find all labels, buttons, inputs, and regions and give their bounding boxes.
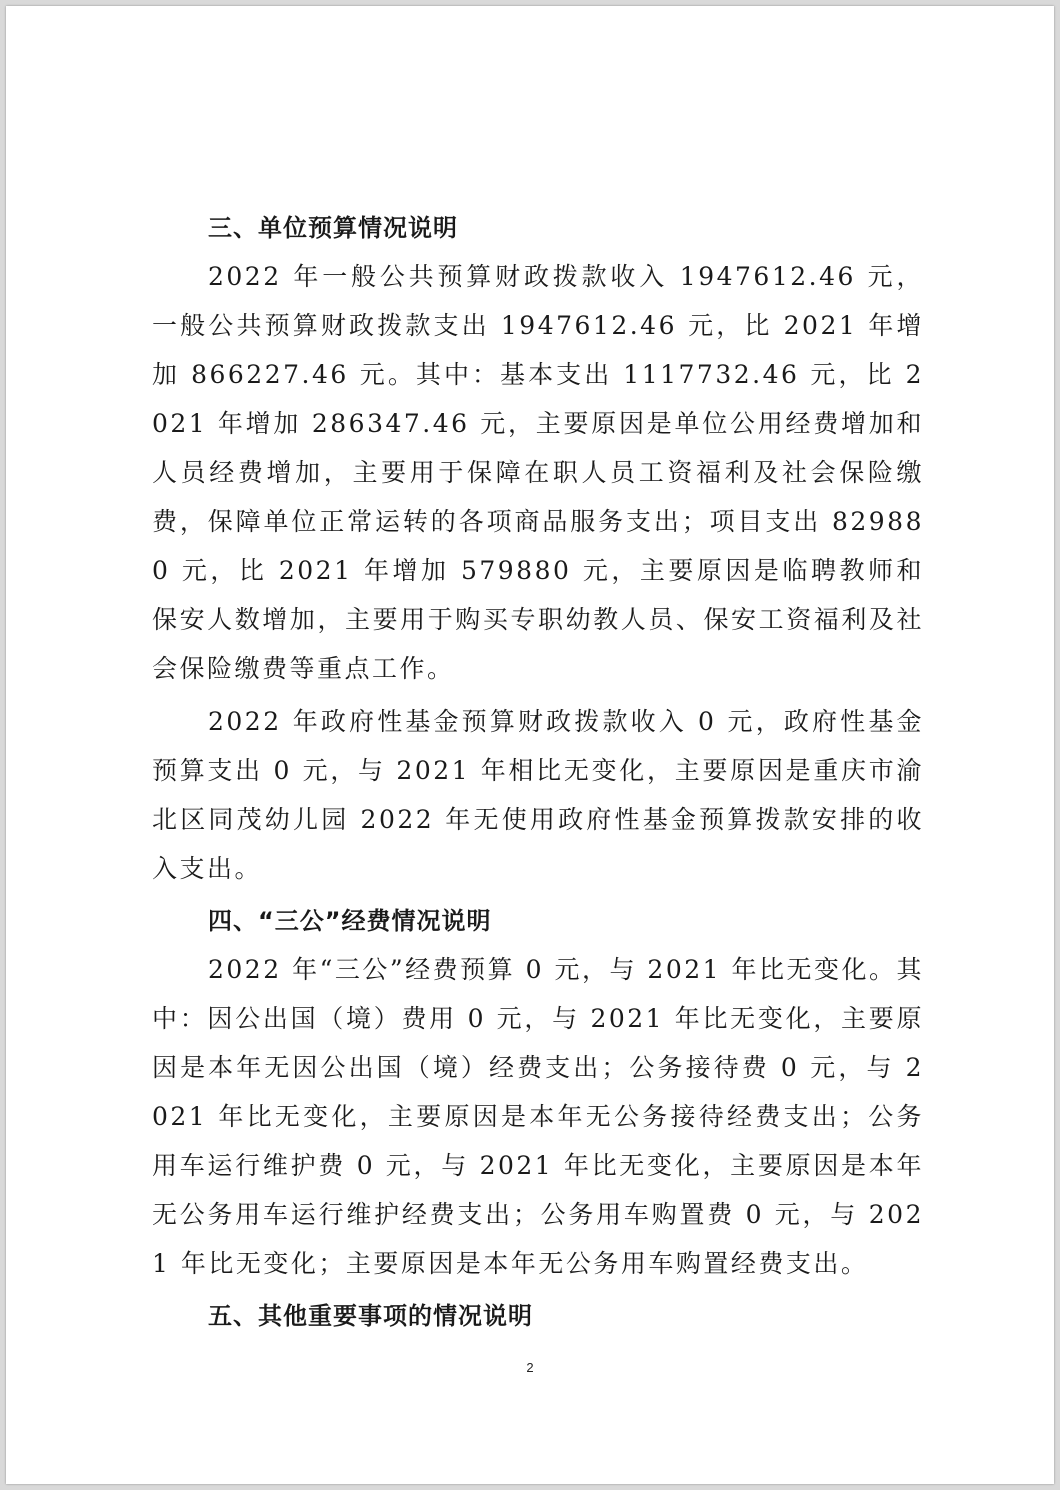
- section-heading-other-matters: 五、其他重要事项的情况说明: [208, 1302, 533, 1330]
- page-number: 2: [526, 1360, 534, 1375]
- paragraph-three-public-expenses: 2022 年“三公”经费预算 0 元，与 2021 年比无变化。其中：因公出国（境）费用 0 元，与 2021 年比无变化，主要原因是本年无因公出国（境）经费支出；公务接待费 0 元，与 2021 年比无变化，主要原因是本年无公务接待经费支出；公务用车运行维护费 0 元，与 2021 年比无变化，主要原因是本年无公务用车运行维护经费支出；公务用车购置费 0 元，与 2021 年比无变化；主要原因是本年无公务用车购置经费支出。: [152, 955, 924, 1278]
- paragraph-general-budget: 2022 年一般公共预算财政拨款收入 1947612.46 元，一般公共预算财政拨款支出 1947612.46 元，比 2021 年增加 866227.46 元。其中：基本支出 1117732.46 元，比 2021 年增加 286347.46 元，主要原因是单位公用经费增加和人员经费增加，主要用于保障在职人员工资福利及社会保险缴费，保障单位正常运转的各项商品服务支出；项目支出 829880 元，比 2021 年增加 579880 元，主要原因是临聘教师和保安人数增加，主要用于购买专职幼教人员、保安工资福利及社会保险缴费等重点工作。: [152, 262, 924, 683]
- section-heading-budget: 三、单位预算情况说明: [208, 214, 458, 242]
- section-heading-three-public: 四、“三公”经费情况说明: [208, 907, 492, 935]
- paragraph-government-fund: 2022 年政府性基金预算财政拨款收入 0 元，政府性基金预算支出 0 元，与 2021 年相比无变化，主要原因是重庆市渝北区同茂幼儿园 2022 年无使用政府性基金预算拨款安排的收入支出。: [152, 707, 924, 883]
- document-page: [6, 6, 1054, 1484]
- document-body: [152, 204, 924, 1340]
